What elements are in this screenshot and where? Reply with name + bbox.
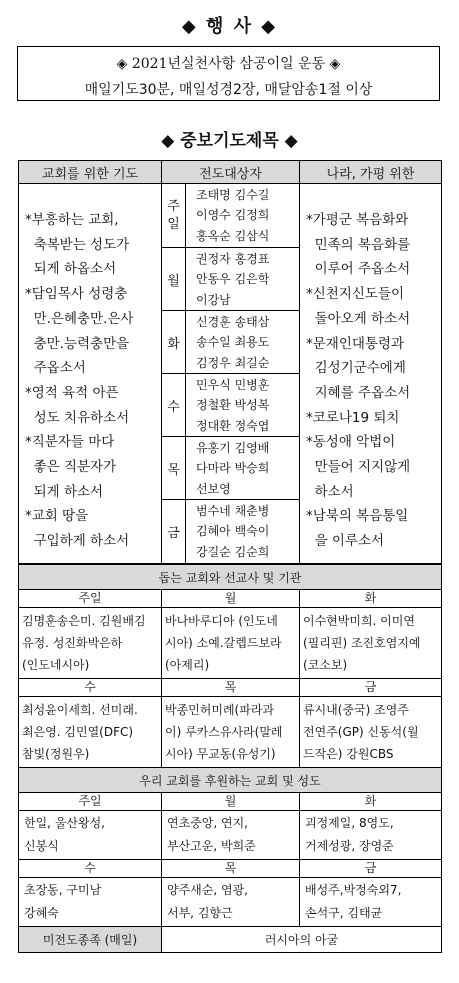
name-line: 신경훈 송태삼	[196, 315, 270, 329]
name-line: 민우식 민병훈	[196, 378, 270, 392]
names-cell	[186, 248, 300, 311]
missions-day-header: 목	[162, 679, 300, 697]
church-prayer-line: *교회 땅을	[25, 508, 89, 525]
church-prayer-line: 구입하게 하소서	[25, 533, 130, 550]
supporters-title: 우리 교회를 후원하는 교회 및 성도	[19, 768, 442, 793]
events-box	[17, 46, 440, 101]
missions-line: 바나바루디아 (인도네	[165, 614, 278, 628]
supporters-line: 강혜숙	[24, 906, 59, 920]
day-label: 금	[162, 500, 186, 564]
supporters-line: 한일, 울산왕성,	[24, 816, 105, 830]
supporters-line: 신봉식	[24, 839, 59, 853]
events-line-2: 매일기도30분, 매일성경2장, 매달암송1절 이상	[84, 82, 373, 98]
nation-prayer-line: 이루어 주옵소서	[306, 261, 411, 278]
name-line: 송수일 최용도	[196, 335, 270, 350]
church-prayer-line: 좋은 직분자가	[25, 459, 117, 476]
nation-prayer-line: *남북의 복음통일	[306, 508, 409, 525]
church-prayer-line: *부흥하는 교회,	[25, 212, 119, 228]
supporters-line: 초장동, 구미남	[24, 883, 102, 897]
missions-line: 시아) 소예.갈렙드보라	[165, 636, 282, 650]
nation-prayer-line: *코로나19 퇴치	[306, 409, 400, 426]
name-line: 정대환 정숙엽	[196, 418, 270, 433]
name-line: 홍옥순 김삼식	[196, 228, 270, 243]
day-label: 수	[162, 374, 186, 437]
missions-line: 이) 루카스유사라(말레	[165, 725, 283, 739]
support-table	[18, 564, 442, 953]
nation-prayer-line: 민족의 복음화를	[306, 236, 411, 253]
name-line: 조태명 김수길	[196, 188, 270, 202]
missions-cell	[19, 697, 162, 768]
prayer-table	[18, 160, 442, 564]
missions-cell	[162, 608, 300, 679]
church-prayer-line: 주옵소서	[25, 360, 86, 377]
name-line: 다마라 박승희	[196, 461, 270, 476]
events-line-1: ◈ 2021년실천사항 삼공이일 운동 ◈	[116, 56, 341, 72]
supporters-day-header: 월	[162, 793, 300, 811]
supporters-line: 양주새순, 염광,	[167, 883, 248, 897]
missions-line: 이수현박미희. 이미연	[303, 614, 415, 628]
nation-prayer-line: *가평군 복음화와	[306, 212, 409, 228]
church-prayer-line: 축복받는 성도가	[25, 236, 130, 253]
unreached-label: 미전도종족 (매일)	[19, 927, 162, 953]
name-line: 강길순 김순희	[196, 544, 270, 559]
church-prayer-list	[19, 184, 162, 564]
supporters-day-header: 수	[19, 860, 162, 878]
church-prayer-line: *담임목사 성령충	[25, 286, 128, 303]
missions-day-header: 금	[300, 679, 442, 697]
name-line: 김정우 최길순	[196, 355, 270, 370]
supporters-cell	[300, 878, 442, 927]
names-cell	[186, 437, 300, 500]
missions-day-header: 화	[300, 590, 442, 608]
supporters-cell	[162, 878, 300, 927]
nation-prayer-line: 김성기군수에게	[306, 360, 406, 377]
names-cell	[186, 184, 300, 248]
supporters-cell	[162, 811, 300, 860]
nation-prayer-line: *문재인대통령과	[306, 335, 405, 352]
names-cell	[186, 374, 300, 437]
unreached-value: 러시아의 아굴	[162, 927, 442, 953]
missions-line: 최성윤이세희. 선미래.	[22, 703, 138, 717]
nation-prayer-line: *신천지신도들이	[306, 286, 405, 303]
name-line: 권정자 홍경표	[196, 252, 270, 266]
missions-cell	[19, 608, 162, 679]
events-title: ◆ 행 사 ◆	[181, 16, 278, 37]
names-cell	[186, 311, 300, 374]
day-label: 목	[162, 437, 186, 500]
missions-line: 김명훈송은미. 김원배김	[22, 614, 146, 628]
missions-line: 류시내(중국) 조영주	[303, 703, 409, 717]
missions-cell	[300, 608, 442, 679]
missions-cell	[162, 697, 300, 768]
nation-prayer-line: 을 이루소서	[306, 533, 385, 550]
supporters-line: 서부, 김향근	[167, 906, 233, 920]
church-prayer-line: 되게 하옵소서	[25, 261, 117, 278]
missions-line: (인도네시아)	[22, 658, 90, 672]
header-evangelism: 전도대상자	[162, 161, 300, 184]
nation-prayer-line: 돌아오게 하소서	[306, 310, 411, 327]
supporters-line: 괴정제일, 8영도,	[305, 816, 394, 830]
missions-line: (필리핀) 조진호염지예	[303, 636, 421, 650]
supporters-line: 배성주,박정숙외7,	[305, 883, 402, 897]
supporters-day-header: 화	[300, 793, 442, 811]
supporters-line: 연초중앙, 연지,	[167, 816, 248, 830]
supporters-cell	[19, 811, 162, 860]
church-prayer-line: *영적 육적 아픈	[25, 384, 119, 401]
supporters-line: 손석구, 김태균	[305, 906, 383, 920]
missions-day-header: 주일	[19, 590, 162, 608]
missions-line: 유정. 성진화박은하	[22, 636, 123, 650]
supporters-day-header: 금	[300, 860, 442, 878]
missions-line: 박종민허미례(파라과	[165, 703, 275, 717]
church-prayer-line: *직분자들 마다	[25, 434, 115, 451]
supporters-cell	[300, 811, 442, 860]
name-line: 이영수 김정희	[196, 208, 270, 223]
church-prayer-line: 되게 하소서	[25, 483, 104, 500]
prayer-title: ◆ 중보기도제목 ◆	[161, 131, 298, 151]
day-label: 주 일	[162, 184, 186, 248]
church-prayer-line: 만.은혜충만.은사	[25, 310, 134, 327]
nation-prayer-line: 지혜를 주옵소서	[306, 384, 411, 401]
missions-cell	[300, 697, 442, 768]
nation-prayer-line: 하소서	[306, 483, 354, 500]
missions-line: (아제리)	[165, 658, 210, 672]
missions-day-header: 월	[162, 590, 300, 608]
name-line: 이강남	[196, 292, 231, 307]
day-label: 화	[162, 311, 186, 374]
nation-prayer-line: *동성애 악법이	[306, 434, 396, 451]
name-line: 안동우 김은학	[196, 272, 270, 287]
name-line: 김혜아 백숙이	[196, 524, 270, 539]
supporters-cell	[19, 878, 162, 927]
missions-title: 돕는 교회와 선교사 및 기관	[19, 565, 442, 590]
name-line: 선보영	[196, 481, 231, 496]
supporters-day-header: 목	[162, 860, 300, 878]
missions-line: 최은영. 김민열(DFC)	[22, 725, 134, 739]
names-cell	[186, 500, 300, 564]
church-prayer-line: 성도 치유하소서	[25, 409, 130, 426]
supporters-line: 부산고운, 박희준	[167, 839, 256, 853]
missions-line: (코소보)	[303, 658, 348, 672]
header-nation: 나라, 가평 위한	[300, 161, 442, 184]
name-line: 유홍기 김영배	[196, 441, 270, 455]
nation-prayer-line: 만들어 지지않게	[306, 459, 411, 476]
name-line: 정철환 박성복	[196, 398, 270, 413]
missions-day-header: 수	[19, 679, 162, 697]
church-prayer-line: 충만.능력충만을	[25, 335, 130, 352]
missions-line: 전연주(GP) 신동석(월	[303, 725, 419, 739]
name-line: 범수네 채춘병	[196, 504, 270, 518]
missions-line: 참빛(정원우)	[22, 747, 90, 761]
supporters-line: 거제성광, 장영준	[305, 839, 394, 853]
missions-line: 드작은) 강원CBS	[303, 747, 394, 761]
missions-line: 시아) 무교동(유성기)	[165, 747, 276, 761]
header-church: 교회를 위한 기도	[19, 161, 162, 184]
supporters-day-header: 주일	[19, 793, 162, 811]
nation-prayer-list	[300, 184, 442, 564]
day-label: 월	[162, 248, 186, 311]
